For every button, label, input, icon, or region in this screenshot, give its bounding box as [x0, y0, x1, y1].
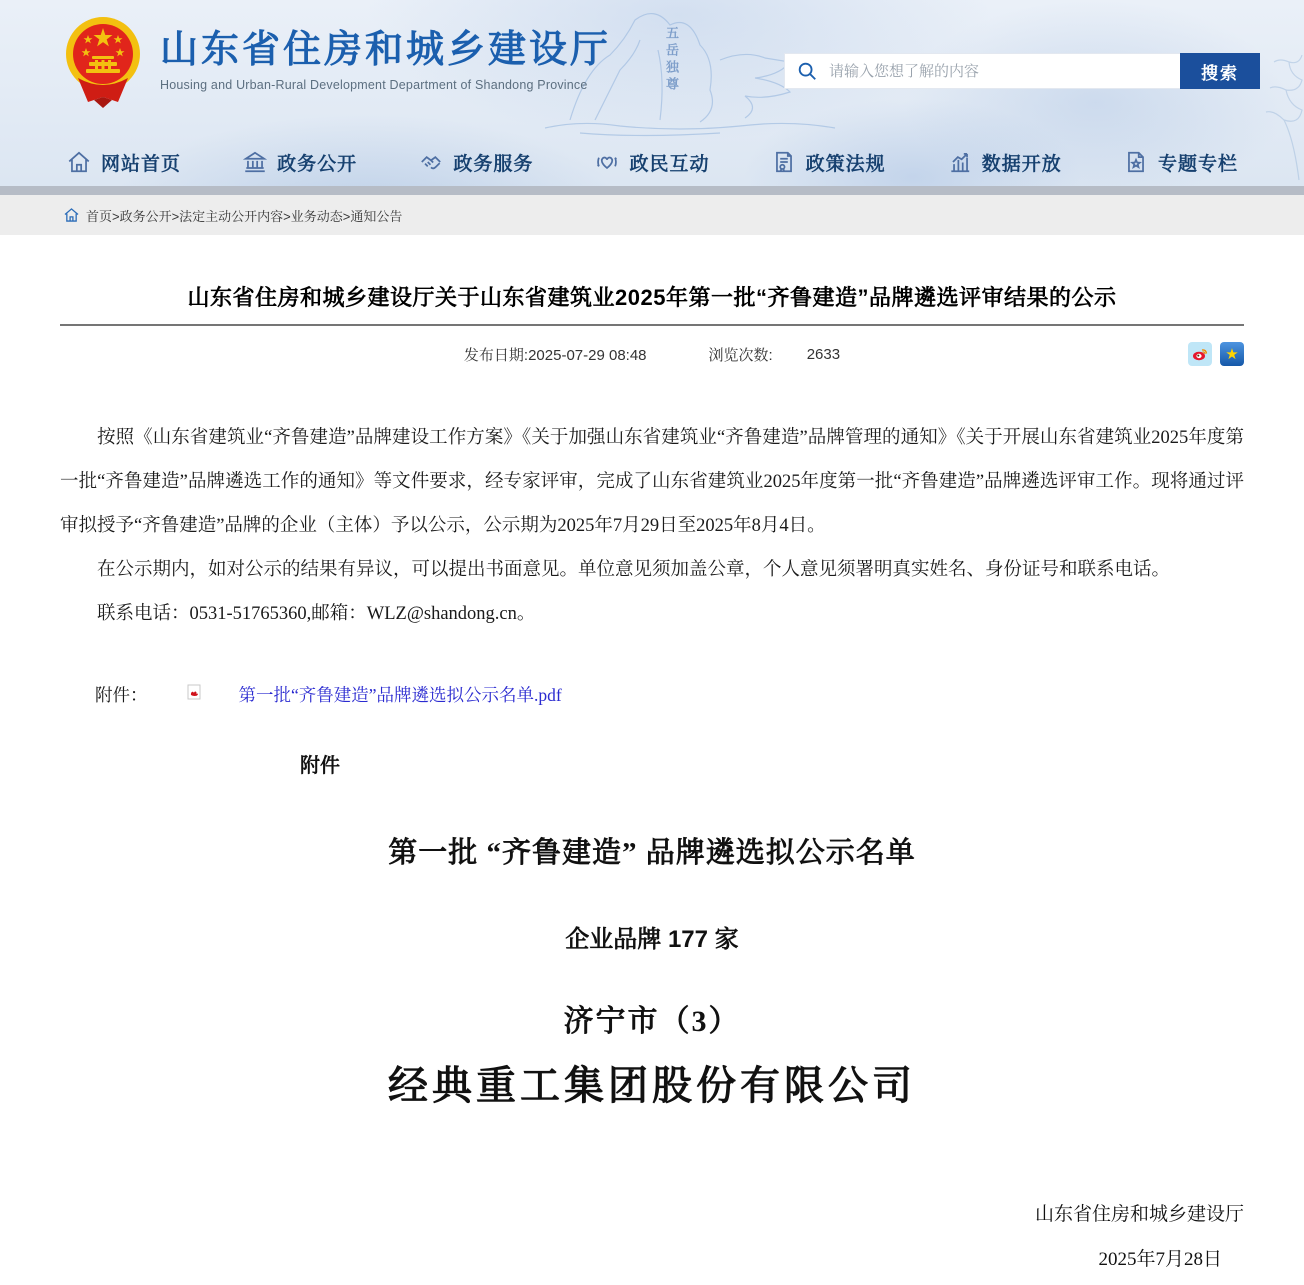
site-search — [784, 53, 1260, 89]
qzone-share-icon[interactable]: ★ — [1220, 342, 1244, 366]
attachment-pdf-link[interactable]: 第一批“齐鲁建造”品牌遴选拟公示名单.pdf — [238, 685, 562, 705]
views-count: 2633 — [806, 345, 841, 363]
pdf-file-icon — [152, 684, 202, 705]
national-emblem-logo — [64, 14, 142, 108]
nav-label: 数据开放 — [981, 153, 1062, 175]
breadcrumb[interactable]: 首页>政务公开>法定主动公开内容>业务动态>通知公告 — [86, 208, 403, 224]
title-divider — [60, 324, 1244, 326]
article-title: 山东省住房和城乡建设厅关于山东省建筑业2025年第一批“齐鲁建造”品牌遴选评审结果的公示 — [187, 285, 1117, 310]
preview-signature-date: 2025年7月28日 — [1098, 1249, 1222, 1270]
header-top — [0, 0, 1304, 138]
nav-label: 政务服务 — [453, 153, 534, 175]
attachment-label: 附件： — [95, 685, 148, 705]
preview-subheading: 企业品牌 177 家 — [565, 926, 739, 953]
breadcrumb-bar — [0, 195, 1304, 235]
weibo-share-icon[interactable] — [1188, 342, 1212, 366]
nav-label: 专题专栏 — [1157, 153, 1238, 175]
institution-icon — [242, 149, 268, 175]
handshake-icon — [418, 149, 444, 175]
nav-item-open-data[interactable] — [947, 149, 1062, 176]
search-icon — [785, 54, 829, 88]
search-input[interactable] — [829, 54, 1180, 88]
paragraph-2: 在公示期内，如对公示的结果有异议，可以提出书面意见。单位意见须加盖公章，个人意见须署明真实姓名、身份证号和联系电话。 — [97, 560, 1171, 580]
breadcrumb-home-icon — [64, 208, 79, 222]
nav-item-policies[interactable] — [771, 149, 886, 176]
article-body — [60, 416, 1244, 636]
nav-label: 网站首页 — [101, 153, 182, 175]
attachment-row — [60, 682, 1244, 707]
policy-document-icon — [771, 149, 797, 175]
nav-item-home[interactable] — [66, 149, 181, 176]
views-label: 浏览次数: — [708, 346, 773, 364]
nav-label: 政策法规 — [805, 153, 886, 175]
search-button[interactable]: 搜索 — [1180, 53, 1260, 89]
nav-label: 政民互动 — [629, 153, 710, 175]
attachment-preview — [60, 749, 1244, 1285]
home-icon — [66, 149, 92, 175]
share-buttons — [1188, 342, 1244, 366]
preview-heading: 第一批 “齐鲁建造” 品牌遴选拟公示名单 — [388, 837, 916, 869]
main-navigation — [0, 138, 1304, 186]
article-page — [0, 281, 1304, 1285]
site-subtitle-english: Housing and Urban-Rural Development Department of Shandong Province — [160, 77, 588, 92]
preview-company-name: 经典重工集团股份有限公司 — [388, 1063, 916, 1108]
preview-signature-department: 山东省住房和城乡建设厅 — [1034, 1204, 1244, 1225]
paragraph-1: 按照《山东省建筑业“齐鲁建造”品牌建设工作方案》《关于加强山东省建筑业“齐鲁建造”品牌管理的通知》《关于开展山东省建筑业2025年度第一批“齐鲁建造”品牌遴选工作的通知》等文件要求，经专家评审，完成了山东省建筑业2025年度第一批“齐鲁建造”品牌遴选评审工作。现将通过评审拟授予“齐鲁建造”品牌的企业（主体）予以公示，公示期为2025年7月29日至2025年8月4日。 — [60, 428, 1244, 536]
nav-label: 政务公开 — [277, 153, 358, 175]
site-header — [0, 0, 1304, 186]
site-title: 山东省住房和城乡建设厅 — [160, 29, 612, 72]
data-chart-icon — [947, 149, 973, 175]
divider-strip — [0, 186, 1304, 195]
paragraph-contact: 联系电话：0531-51765360,邮箱：WLZ@shandong.cn。 — [97, 604, 536, 624]
nav-item-gov-disclosure[interactable] — [242, 149, 357, 176]
publish-date: 发布日期:2025-07-29 08:48 — [463, 346, 647, 364]
star-page-icon — [1123, 149, 1149, 175]
article-meta — [60, 342, 1244, 366]
preview-appendix-label: 附件 — [300, 755, 340, 777]
heart-hands-icon — [594, 149, 620, 175]
nav-item-special-topics[interactable] — [1123, 149, 1238, 176]
nav-item-gov-services[interactable] — [418, 149, 533, 176]
mountain-calligraphy-text: 五岳独尊 — [664, 26, 679, 94]
nav-item-public-interaction[interactable] — [594, 149, 709, 176]
preview-city-heading: 济宁市（3） — [563, 1005, 741, 1038]
